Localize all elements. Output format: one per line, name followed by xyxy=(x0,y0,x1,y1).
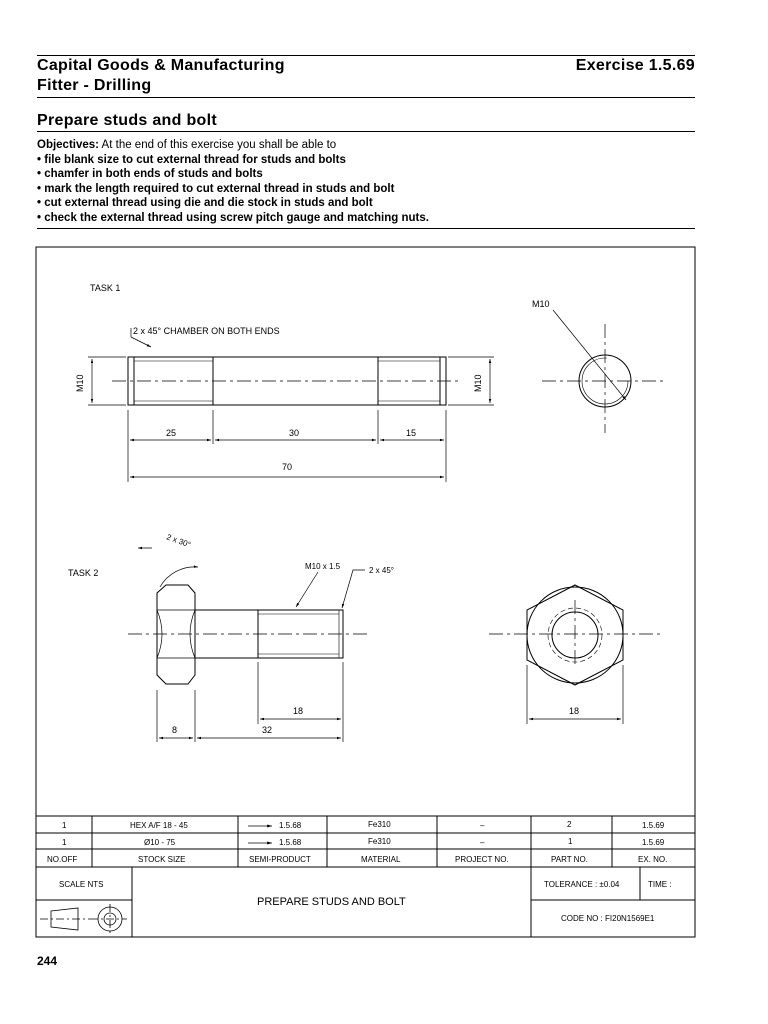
row2-ex: 1.5.69 xyxy=(642,838,665,847)
page-number: 244 xyxy=(37,954,58,968)
dim-25: 25 xyxy=(166,428,177,438)
row1-nooff: 1 xyxy=(62,821,67,830)
hdr-nooff: NO.OFF xyxy=(47,855,78,864)
row2-semi: 1.5.68 xyxy=(279,838,302,847)
objectives-lead: Objectives: xyxy=(37,139,99,151)
dim-30: 30 xyxy=(289,428,300,438)
task1-label: TASK 1 xyxy=(90,283,121,293)
row2-stock: Ø10 - 75 xyxy=(144,838,176,847)
objectives-intro: At the end of this exercise you shall be able to xyxy=(99,139,337,151)
row2-nooff: 1 xyxy=(62,838,67,847)
exercise-title: Prepare studs and bolt xyxy=(37,112,217,129)
hex-af-dim: 18 xyxy=(569,706,580,716)
stud-dia-right: M10 xyxy=(473,374,483,392)
dim-8: 8 xyxy=(172,725,178,735)
dim-70: 70 xyxy=(282,462,293,472)
scale-label: SCALE NTS xyxy=(59,880,104,889)
bolt-leaders xyxy=(296,570,365,608)
bolt-dims xyxy=(157,662,343,742)
hdr-material: MATERIAL xyxy=(361,855,401,864)
row1-semi: 1.5.68 xyxy=(279,821,302,830)
stud-end-view xyxy=(542,310,667,433)
end-view-label: M10 xyxy=(532,299,550,309)
row2-project: – xyxy=(480,838,485,847)
projection-symbol-icon xyxy=(40,904,127,935)
hdr-project: PROJECT NO. xyxy=(455,855,509,864)
row2-part: 1 xyxy=(568,837,573,846)
objective-item: • chamfer in both ends of studs and bolts xyxy=(37,167,429,182)
task1-chamfer-note: 2 x 45° CHAMBER ON BOTH ENDS xyxy=(133,326,280,336)
hdr-semi: SEMI-PRODUCT xyxy=(249,855,311,864)
row1-stock: HEX A/F 18 - 45 xyxy=(130,821,188,830)
objective-item: • cut external thread using die and die stock in studs and bolt xyxy=(37,196,429,211)
tolerance-label: TOLERANCE : ±0.04 xyxy=(544,880,620,889)
stud-dia-left: M10 xyxy=(75,374,85,392)
thread-note: M10 x 1.5 xyxy=(305,562,341,571)
objective-item: • file blank size to cut external thread for studs and bolts xyxy=(37,153,429,168)
task2-label: TASK 2 xyxy=(68,568,99,578)
code-label: CODE NO : FI20N1569E1 xyxy=(561,914,655,923)
row2-material: Fe310 xyxy=(368,837,391,846)
head-chamfer-leader xyxy=(138,548,198,587)
course-title: Capital Goods & Manufacturing xyxy=(37,57,285,74)
row1-material: Fe310 xyxy=(368,820,391,829)
hdr-part: PART NO. xyxy=(551,855,588,864)
head-chamfer-note: 2 x 30° xyxy=(165,532,192,550)
parts-table-text xyxy=(47,820,667,864)
hex-end-view xyxy=(489,585,661,724)
objective-item: • check the external thread using screw pitch gauge and matching nuts. xyxy=(37,211,429,226)
dim-15: 15 xyxy=(406,428,417,438)
hdr-stock: STOCK SIZE xyxy=(138,855,186,864)
objective-item: • mark the length required to cut external thread in studs and bolt xyxy=(37,182,429,197)
end-chamfer-note: 2 x 45° xyxy=(369,566,394,575)
hdr-ex: EX. NO. xyxy=(638,855,668,864)
exercise-number: Exercise 1.5.69 xyxy=(575,57,695,74)
trade-title: Fitter - Drilling xyxy=(37,77,152,94)
drawing-name: PREPARE STUDS AND BOLT xyxy=(257,896,406,908)
row1-part: 2 xyxy=(567,820,572,829)
dim-32: 32 xyxy=(262,725,273,735)
bolt-body xyxy=(157,585,343,684)
row1-project: – xyxy=(480,821,485,830)
time-label: TIME : xyxy=(648,880,672,889)
dim-18-thread: 18 xyxy=(293,706,304,716)
row1-ex: 1.5.69 xyxy=(642,821,665,830)
